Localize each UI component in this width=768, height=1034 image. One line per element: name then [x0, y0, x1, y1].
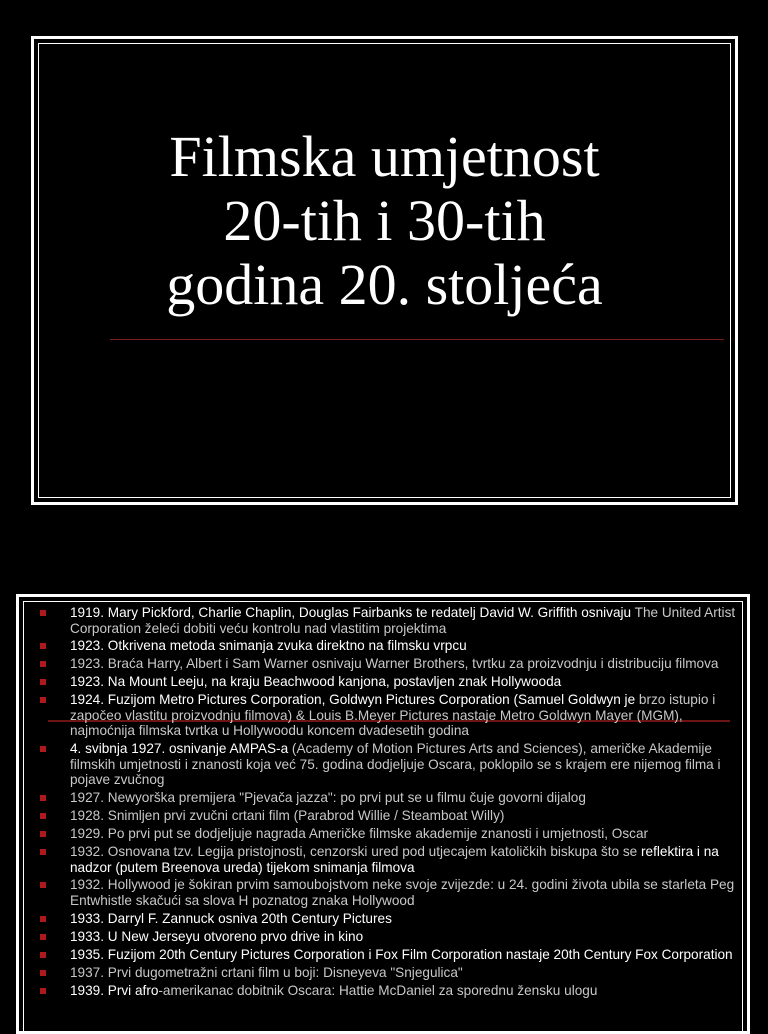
timeline-item-text: 1923. Braća Harry, Albert i Sam Warner osnivaju Warner Brothers, tvrtku za proizvodnju i distribuciju filmova: [70, 656, 719, 672]
timeline-item-text: (Academy of Motion Pictures Arts and Sciences), američke Akademije filmskih umjetnosti i znanosti koja već 75. godina dodjeljuje Oscara, poklopilo se s krajem ere nijemog filma i pojave zvučnog: [70, 741, 721, 788]
square-bullet-icon: [40, 970, 46, 976]
timeline-item-text: 1924. Fuzijom Metro Pictures Corporation, Goldwyn Pictures Corporation (Samuel Goldwyn je: [70, 692, 636, 708]
square-bullet-icon: [40, 679, 46, 685]
timeline-item-text: 1929. Po prvi put se dodjeljuje nagrada Američke filmske akademije znanosti i umjetnosti, Oscar: [70, 826, 649, 842]
timeline-item-text: -amerikanac dobitnik Oscara: Hattie McDaniel za sporednu žensku ulogu: [158, 982, 598, 998]
timeline-item: [38, 656, 738, 672]
timeline-item-text: 1933. Darryl F. Zannuck osniva 20th Century Pictures: [70, 910, 392, 926]
timeline-item: [38, 605, 738, 636]
timeline-item-text: 1927. Newyorška premijera "Pjevača jazza": po prvi put se u filmu čuje govorni dijalog: [70, 790, 586, 806]
timeline-item-text: 1932. Osnovana tzv. Legija pristojnosti, cenzorski ured pod utjecajem katoličkih biskupa što se: [70, 843, 638, 859]
timeline-item-text: 1923. Otkrivena metoda snimanja zvuka direktno na filmsku vrpcu: [70, 638, 467, 654]
timeline-list: [38, 605, 738, 1000]
square-bullet-icon: [40, 610, 46, 616]
timeline-item: [38, 808, 738, 824]
timeline-item: [38, 983, 738, 999]
timeline-item: [38, 826, 738, 842]
timeline-item-text: 1919. Mary Pickford, Charlie Chaplin, Douglas Fairbanks te redatelj David W. Griffith osnivaju: [70, 605, 632, 620]
square-bullet-icon: [40, 746, 46, 752]
timeline-item: [38, 638, 738, 654]
square-bullet-icon: [40, 813, 46, 819]
timeline-item-text: The United Artist Corporation želeći dobiti veću kontrolu nad vlastitim projektima: [70, 605, 736, 636]
square-bullet-icon: [40, 795, 46, 801]
timeline-item: [38, 965, 738, 981]
timeline-item: [38, 692, 738, 739]
slide-title-line-3: godina 20. stoljeća: [166, 252, 603, 317]
slide-title: [34, 125, 735, 317]
square-bullet-icon: [40, 952, 46, 958]
timeline-item-text: 1933. U New Jerseyu otvoreno prvo drive in kino: [70, 928, 364, 944]
title-slide: [31, 36, 738, 505]
timeline-item-text: 1935. Fuzijom 20th Century Pictures Corporation i Fox Film Corporation nastaje 20th Century Fox Corporation: [70, 946, 733, 962]
timeline-item-text: 1928. Snimljen prvi zvučni crtani film (Parabrod Willie / Steamboat Willy): [70, 808, 505, 824]
title-divider: [110, 339, 724, 340]
slide-title-line-1: Filmska umjetnost: [169, 124, 600, 189]
timeline-item-text: 1923. Na Mount Leeju, na kraju Beachwood kanjona, postavljen znak Hollywooda: [70, 674, 562, 690]
square-bullet-icon: [40, 697, 46, 703]
timeline-item: [38, 674, 738, 690]
timeline-item: [38, 947, 738, 963]
square-bullet-icon: [40, 849, 46, 855]
timeline-item: [38, 911, 738, 927]
timeline-item-text: 1939. Prvi afro: [70, 982, 159, 998]
square-bullet-icon: [40, 831, 46, 837]
timeline-item: [38, 877, 738, 908]
timeline-item-text: 4. svibnja 1927. osnivanje AMPAS-a: [70, 741, 289, 757]
square-bullet-icon: [40, 934, 46, 940]
square-bullet-icon: [40, 661, 46, 667]
slide-title-line-2: 20-tih i 30-tih: [223, 188, 546, 253]
square-bullet-icon: [40, 882, 46, 888]
timeline-item: [38, 741, 738, 788]
timeline-item-text: brzo istupio i započeo vlastitu proizvodnju filmova) & Louis B.Meyer Pictures nastaje Metro Goldwyn Mayer (MGM), najmoćnija filmska tvrtka u Hollywoodu koncem dvadesetih godina: [70, 692, 716, 739]
timeline-item: [38, 790, 738, 806]
timeline-item-text: 1932. Hollywood je šokiran prvim samoubojstvom neke svoje zvijezde: u 24. godini života ubila se starleta Peg Entwhistle skačući sa slova H poznatog znaka Hollywood: [70, 877, 735, 909]
timeline-item-text: reflektira i na nadzor (putem Breenova ureda) tijekom snimanja filmova: [70, 843, 719, 875]
square-bullet-icon: [40, 988, 46, 994]
square-bullet-icon: [40, 916, 46, 922]
timeline-item: [38, 844, 738, 875]
timeline-item-text: 1937. Prvi dugometražni crtani film u boji: Disneyeva "Snjegulica": [70, 964, 463, 980]
square-bullet-icon: [40, 643, 46, 649]
timeline-item: [38, 929, 738, 945]
